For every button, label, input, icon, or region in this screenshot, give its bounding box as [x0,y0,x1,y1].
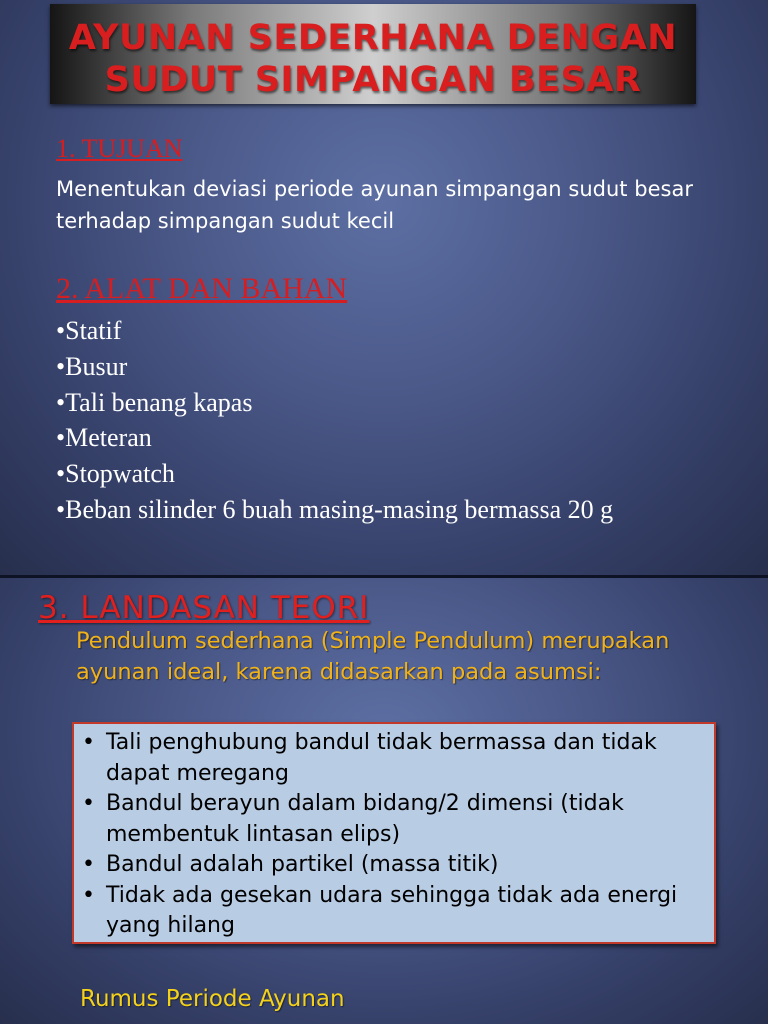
list-item-text: Tidak ada gesekan udara sehingga tidak ada energi yang hilang [106,882,678,938]
bullet-icon: • [56,387,66,417]
list-item [56,420,613,456]
list-item-text: Beban silinder 6 buah masing-masing bermassa 20 g [65,494,614,524]
list-item [56,385,613,421]
list-item-text: Tali penghubung bandul tidak bermassa dan tidak dapat meregang [106,730,657,786]
bullet-icon: • [82,852,95,877]
list-item-text: Bandul berayun dalam bidang/2 dimensi (tidak membentuk lintasan elips) [106,791,624,847]
assumptions-list [82,728,714,942]
tujuan-text: Menentukan deviasi periode ayunan simpangan sudut besar terhadap simpangan sudut kecil [56,177,693,233]
list-item-text: Stopwatch [65,459,175,489]
list-item [82,881,714,942]
assumptions-box [72,722,716,944]
bullet-icon: • [82,791,95,816]
list-item-text: Statif [65,316,122,345]
list-item [82,789,714,850]
slide-landasan-teori [0,578,768,1024]
title-banner [50,4,696,104]
bullet-icon: • [56,316,66,345]
list-item [82,850,714,881]
bullet-icon: • [82,730,95,755]
section-heading-tujuan: 1. TUJUAN [56,134,183,163]
bullet-icon: • [56,459,66,489]
list-item [56,456,613,492]
bullet-icon: • [82,882,95,908]
intro-text: Pendulum sederhana (Simple Pendulum) merupakan ayunan ideal, karena didasarkan pada asumsi: [76,628,670,685]
list-item [56,492,613,528]
list-item-text: Busur [65,351,128,381]
formula-heading: Rumus Periode Ayunan [80,986,345,1012]
list-item-text: Tali benang kapas [65,387,253,417]
section-heading-alat-bahan: 2. ALAT DAN BAHAN [56,272,348,305]
slide-title-line-1: AYUNAN SEDERHANA DENGAN [68,18,678,58]
section-heading-landasan-teori: 3. LANDASAN TEORI [38,590,370,626]
slide-title-line-2: SUDUT SIMPANGAN BESAR [104,60,642,100]
list-item-text: Meteran [65,423,152,453]
list-item [56,313,613,349]
list-item-text: Bandul adalah partikel (massa titik) [106,852,499,877]
list-item [82,728,714,789]
list-item [56,349,613,385]
bullet-icon: • [56,494,66,524]
bullet-icon: • [56,351,66,381]
bullet-icon: • [56,423,66,453]
equipment-list [56,313,613,528]
